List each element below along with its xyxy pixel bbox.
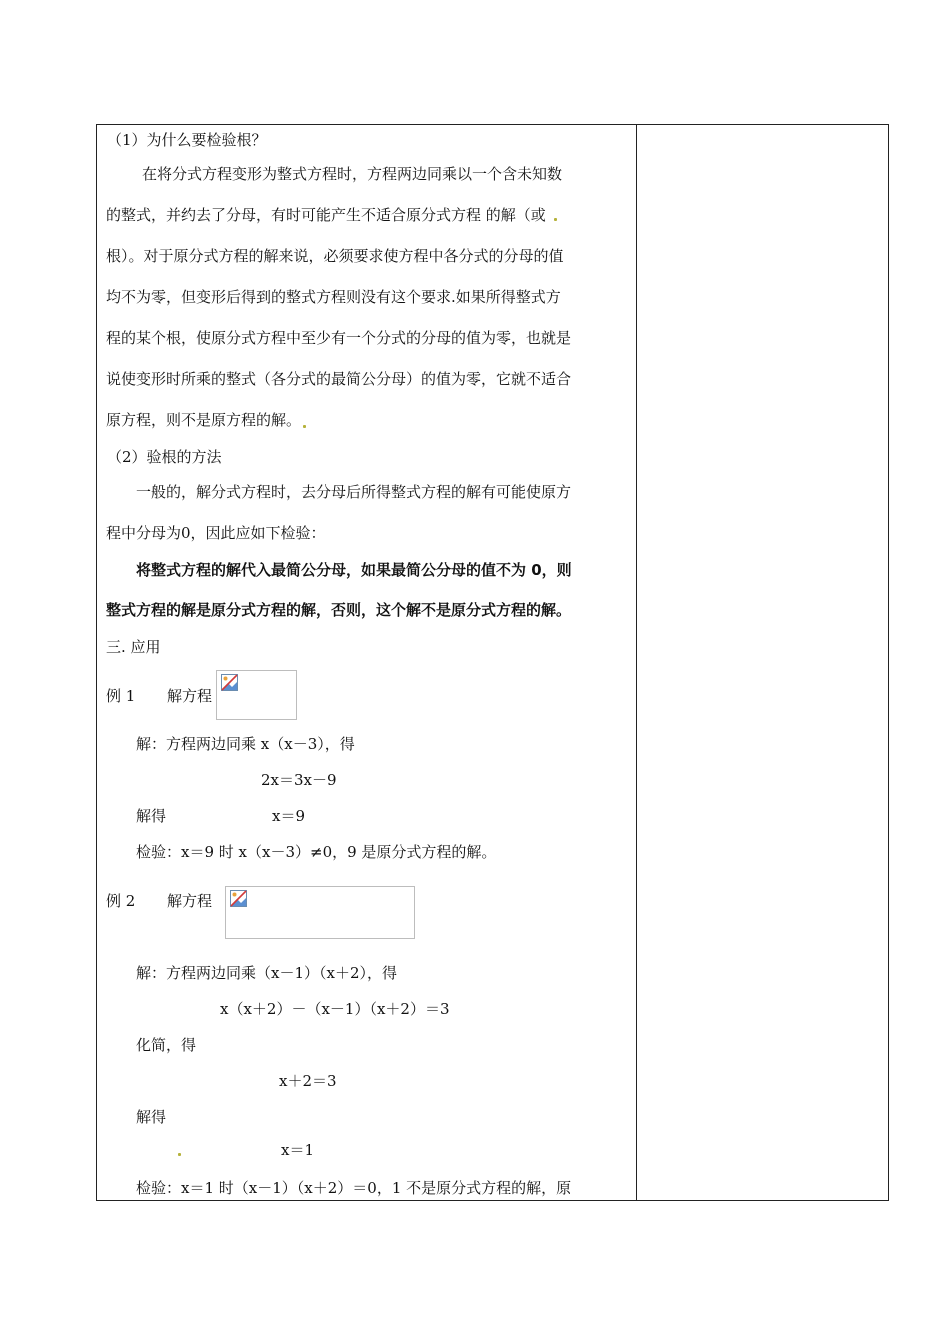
example2-label: 例 2 [106,892,136,910]
example2-step: x（x＋2）－（x－1）（x＋2）＝3 [220,1000,450,1018]
section1-line: 原方程，则不是原方程的解。 [106,411,302,429]
column-divider [636,124,637,1201]
section1-line: 在将分式方程变形为整式方程时，方程两边同乘以一个含未知数 [142,165,563,183]
section2-bold-line: 将整式方程的解代入最简公分母，如果最简公分母的值不为 0，则 [136,561,572,579]
example2-step: x＝1 [281,1141,315,1159]
table-frame [96,124,889,1201]
example2-equation-image [225,886,415,939]
section1-line: 根）。对于原分式方程的解来说，必须要求使方程中各分式的分母的值 [106,247,564,265]
section2-bold-line: 整式方程的解是原分式方程的解，否则，这个解不是原分式方程的解。 [106,601,572,619]
section1-line: 程的某个根，使原分式方程中至少有一个分式的分母的值为零，也就是 [106,329,572,347]
section1-heading: （1）为什么要检验根？ [107,131,267,149]
example2-step: 解得 [136,1108,167,1126]
speck-mark [554,218,557,221]
example1-equation-image [216,670,297,720]
example1-prompt: 解方程 [167,687,213,705]
example2-prompt: 解方程 [167,892,213,910]
section2-line: 程中分母为0，因此应如下检验： [106,524,326,542]
section2-line: 一般的，解分式方程时，去分母后所得整式方程的解有可能使原方 [136,483,572,501]
example2-step: 检验：x＝1 时（x－1）（x＋2）＝0，1 不是原分式方程的解，原 [136,1179,572,1197]
example1-step: 解：方程两边同乘 x（x－3），得 [136,735,355,753]
broken-image-icon [221,674,238,691]
section1-line: 说使变形时所乘的整式（各分式的最简公分母）的值为零，它就不适合 [106,370,572,388]
speck-mark [303,425,306,428]
section1-line: 均不为零，但变形后得到的整式方程则没有这个要求.如果所得整式方 [106,288,561,306]
example1-label: 例 1 [106,687,136,705]
example2-step: 解：方程两边同乘（x－1）（x＋2），得 [136,964,398,982]
example1-step: x＝9 [272,807,306,825]
example1-step: 2x＝3x－9 [261,771,337,789]
example1-step: 解得 [136,807,167,825]
example1-step: 检验：x＝9 时 x（x－3）≠0，9 是原分式方程的解。 [136,843,497,861]
example2-step: 化简，得 [136,1036,197,1054]
broken-image-icon [230,890,247,907]
section3-heading: 三. 应用 [106,638,161,656]
section2-heading: （2）验根的方法 [107,448,222,466]
speck-mark [178,1153,181,1156]
example2-step: x＋2＝3 [279,1072,337,1090]
section1-line: 的整式，并约去了分母，有时可能产生不适合原分式方程 的解（或 [106,206,546,224]
